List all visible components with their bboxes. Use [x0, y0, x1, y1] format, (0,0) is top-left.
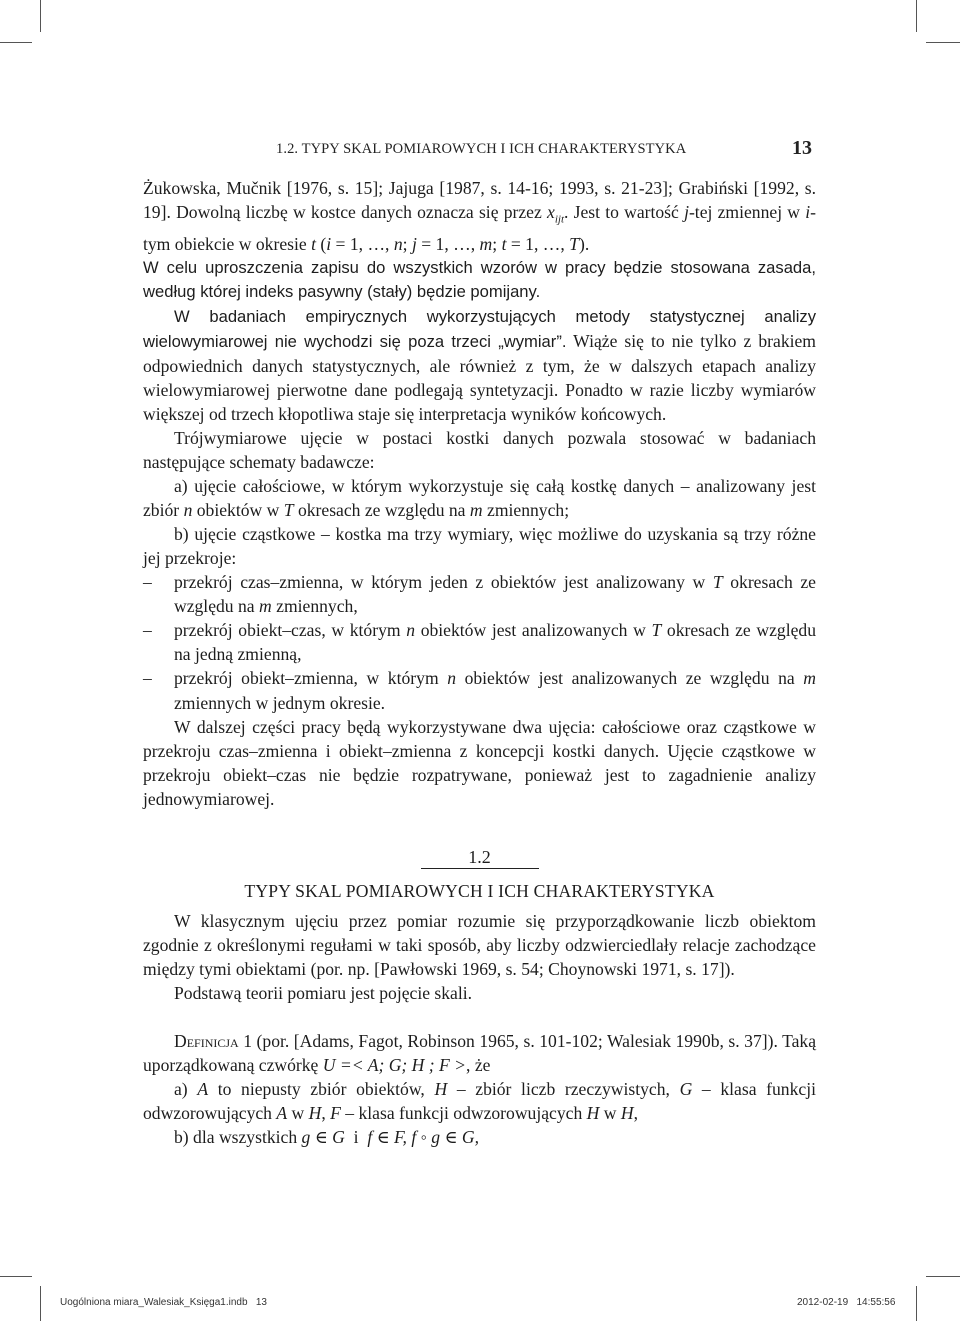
paragraph-scale: Podstawą teorii pomiaru jest pojęcie skali.	[174, 982, 473, 1003]
definition: Definicja 1 (por. [Adams, Fagot, Robinson 1965, s. 101-102; Walesiak 1990b, s. 37]). Taką uporządkowaną czwórkę U =< A; G; H ; F >, że	[143, 1031, 817, 1076]
paragraph-measurement: W klasycznym ujęciu przez pomiar rozumie się przyporządkowanie liczb obiektom zgodnie z określonymi regułami w taki sposób, aby liczby odzwierciedlały relacje zachodzące między tymi obiektami (por. np. [Pawłowski 1969, s. 54; Choynowski 1971, s. 17]).	[143, 910, 816, 979]
list-item-dash: – przekrój obiekt–czas, w którym n obiektów jest analizowanych w T okresach ze względu na jedną zmienną,	[143, 620, 816, 665]
running-header: 1.2. TYPY SKAL POMIAROWYCH I ICH CHARAKTERYSTYKA	[276, 141, 687, 157]
definition-item-a: a) A to niepusty zbiór obiektów, H – zbiór liczb rzeczywistych, G – klasa funkcji odwzorowujących A w H, F – klasa funkcji odwzorowujących H w H,	[143, 1079, 816, 1124]
list-item-dash: – przekrój czas–zmienna, w którym jeden z obiektów jest analizowany w T okresach ze względu na m zmiennych,	[143, 572, 816, 617]
paragraph-citations: Żukowska, Mučnik [1976, s. 15]; Jajuga [1987, s. 14-16; 1993, s. 21-23]; Grabiński [1992, s. 19]. Dowolną liczbę w kostce danych oznacza się przez $x_{ijt}$. Jest to wartość j-tej zmiennej w i-tym obiekcie w okresie t (i = 1, …, n; j = 1, …, m; t = 1, …, T).	[143, 178, 816, 254]
definition-item-b: b) dla wszystkich g ∈ G i f ∈ F, f ◦ g ∈ G,	[174, 1127, 479, 1148]
section-heading	[143, 845, 816, 903]
formula: g ∈ G	[301, 1127, 345, 1148]
paragraph-schemes: Trójwymiarowe ujęcie w postaci kostki danych pozwala stosować w badaniach następujące schematy badawcze:	[143, 427, 816, 473]
list-item-dash: – przekrój obiekt–zmienna, w którym n obiektów jest analizowanych ze względu na m zmiennych w jednym okresie.	[143, 668, 816, 713]
list-item-a: a) ujęcie całościowe, w którym wykorzystuje się całą kostkę danych – analizowany jest zbiór n obiektów w T okresach ze względu na m zmiennych;	[143, 476, 816, 521]
footer-filename: Uogólniona miara_Walesiak_Księga1.indb 13	[60, 1297, 267, 1308]
formula: U =< A; G; H ; F >	[322, 1055, 467, 1076]
paragraph-notation: W celu uproszczenia zapisu do wszystkich wzorów w pracy będzie stosowana zasada, według której indeks pasywny (stały) będzie pomijany.	[143, 257, 816, 301]
list-item-b: b) ujęcie cząstkowe – kostka ma trzy wymiary, więc możliwe do uzyskania są trzy różne jej przekroje:	[143, 524, 816, 569]
section-number: 1.2	[421, 846, 539, 869]
page-number: 13	[792, 137, 812, 159]
body-text	[143, 176, 816, 1149]
section-title: TYPY SKAL POMIAROWYCH I ICH CHARAKTERYSTYKA	[244, 880, 715, 901]
footer-timestamp: 2012-02-19 14:55:56	[797, 1297, 896, 1308]
formula: f ∈ F, f ◦ g ∈ G,	[367, 1127, 479, 1148]
paragraph-dimensions: W badaniach empirycznych wykorzystujących metody statystycznej analizy wielowymiarowej nie wychodzi się poza trzeci „wymiar”. Wiąże się to nie tylko z brakiem odpowiednich danych statystycznych, ale również z tym, że w dalszych etapach analizy wielowymiarowej pierwotne dane podlegają syntetyzacji. Ponadto w razie liczby wymiarów większej od trzech kłopotliwa staje się interpretacja wyników końcowych.	[143, 306, 817, 424]
definition-label: Definicja 1	[174, 1031, 253, 1052]
paragraph-approaches: W dalszej części pracy będą wykorzystywane dwa ujęcia: całościowe oraz cząstkowe w przekroju czas–zmienna i obiekt–zmienna z koncepcji kostki danych. Ujęcie cząstkowe w przekroju obiekt–czas nie będzie rozpatrywane, ponieważ jest to zagadnienie analizy jednowymiarowej.	[143, 716, 816, 809]
